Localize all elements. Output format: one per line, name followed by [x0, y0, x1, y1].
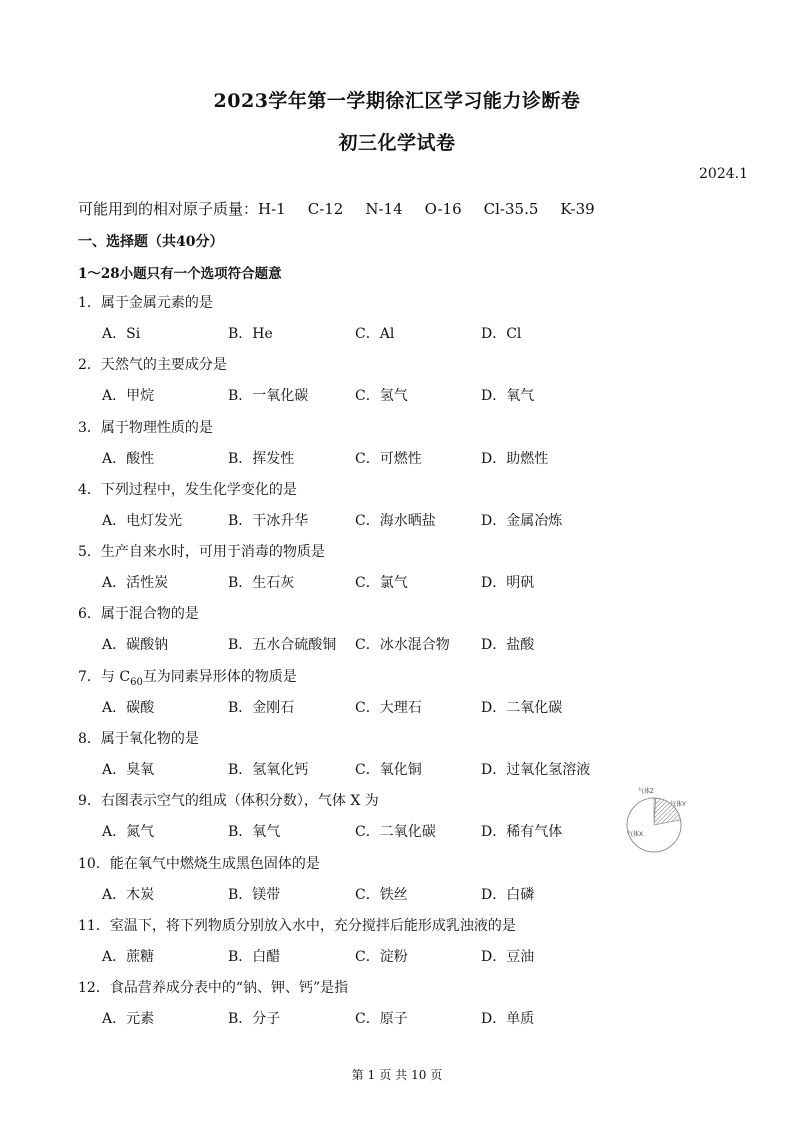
question-1	[78, 292, 758, 354]
option-b: B．镁带	[228, 886, 281, 903]
option-a: A．臭氧	[102, 762, 155, 779]
exam-date: 2024.1	[699, 166, 748, 182]
option-b: B．一氧化碳	[228, 388, 309, 405]
option-c: C．铁丝	[355, 886, 408, 903]
option-a: A．Si	[102, 326, 141, 342]
option-d: D．氧气	[481, 388, 535, 405]
option-b: B．金刚石	[228, 699, 295, 716]
option-a: A．碳酸	[102, 699, 155, 716]
atomic-mass-item: H-1	[258, 200, 286, 218]
option-b: B．五水合硫酸铜	[228, 637, 337, 654]
question-10	[78, 853, 758, 915]
question-stem: 1．属于金属元素的是	[78, 295, 213, 311]
subsection-heading: 1～28小题只有一个选项符合题意	[78, 266, 282, 282]
option-d: D．金属冶炼	[481, 512, 563, 529]
option-a: A．碳酸钠	[102, 637, 169, 654]
footer-text: 第	[351, 1068, 364, 1082]
stem-text: 互为同素异形体的物质是	[142, 668, 297, 685]
question-stem: 9．右图表示空气的组成（体积分数），气体 X 为	[78, 793, 379, 810]
question-8	[78, 728, 758, 790]
question-11	[78, 915, 758, 977]
option-b: B．He	[228, 326, 273, 342]
option-d: D．过氧化氢溶液	[481, 762, 591, 779]
option-d: D．二氧化碳	[481, 699, 563, 716]
atomic-mass-label: 可能用到的相对原子质量：	[78, 200, 259, 218]
pie-label-x: 气体X	[627, 832, 644, 838]
question-stem: 3．属于物理性质的是	[78, 419, 213, 436]
option-d: D．助燃性	[481, 450, 549, 467]
air-composition-pie-chart	[618, 786, 690, 856]
option-b: B．干冰升华	[228, 512, 309, 529]
page-title: 2023学年第一学期徐汇区学习能力诊断卷	[213, 90, 581, 112]
option-b: B．氧气	[228, 824, 281, 841]
subscript-60: 60	[130, 676, 143, 688]
option-a: A．氮气	[102, 824, 155, 841]
question-list	[78, 292, 758, 1040]
option-d: D．豆油	[481, 948, 535, 965]
question-5	[78, 541, 758, 603]
question-7	[78, 666, 758, 728]
option-a: A．酸性	[102, 450, 155, 467]
question-stem: 4．下列过程中，发生化学变化的是	[78, 481, 297, 498]
option-a: A．甲烷	[102, 388, 155, 405]
question-6	[78, 603, 758, 665]
question-3	[78, 417, 758, 479]
option-c: C．海水晒盐	[355, 512, 436, 529]
option-d: D．稀有气体	[481, 824, 563, 841]
pie-label-z: 气体Z	[638, 789, 654, 795]
footer-text: 页 共	[379, 1068, 408, 1082]
atomic-mass-line	[78, 198, 595, 219]
question-stem	[78, 666, 297, 688]
question-stem: 12．食品营养成分表中的“钠、钾、钙”是指	[78, 980, 349, 997]
question-stem: 5．生产自来水时，可用于消毒的物质是	[78, 544, 325, 561]
option-a: A．元素	[102, 1011, 155, 1028]
option-b: B．挥发性	[228, 450, 295, 467]
option-c: C．Al	[355, 326, 395, 342]
atomic-mass-item: O-16	[424, 200, 462, 218]
pie-label-y: 气体Y	[670, 802, 687, 808]
atomic-mass-item: K-39	[560, 200, 595, 218]
option-a: A．蔗糖	[102, 948, 155, 965]
question-stem: 2．天然气的主要成分是	[78, 357, 227, 374]
question-2	[78, 354, 758, 416]
option-c: C．可燃性	[355, 450, 422, 467]
question-4	[78, 479, 758, 541]
question-12	[78, 977, 758, 1039]
option-c: C．二氧化碳	[355, 824, 436, 841]
option-a: A．电灯发光	[102, 512, 183, 529]
page-number: 1	[367, 1068, 376, 1082]
option-b: B．氢氧化钙	[228, 762, 309, 779]
atomic-mass-item: C-12	[307, 200, 344, 218]
option-c: C．氯气	[355, 575, 408, 592]
option-c: C．氢气	[355, 388, 408, 405]
option-d: D．单质	[481, 1011, 535, 1028]
footer-text: 页	[430, 1068, 443, 1082]
atomic-mass-item: Cl-35.5	[483, 200, 539, 218]
option-b: B．白醋	[228, 948, 281, 965]
option-c: C．大理石	[355, 699, 422, 716]
section-heading: 一、选择题（共40分）	[78, 234, 224, 250]
option-d: D．盐酸	[481, 637, 535, 654]
option-d: D．明矾	[481, 575, 535, 592]
question-stem: 8．属于氧化物的是	[78, 731, 199, 748]
page-footer	[0, 1066, 794, 1083]
option-b: B．生石灰	[228, 575, 295, 592]
total-pages: 10	[411, 1068, 427, 1082]
option-c: C．原子	[355, 1011, 408, 1028]
page-subtitle: 初三化学试卷	[338, 132, 456, 154]
option-c: C．淀粉	[355, 948, 408, 965]
option-d: D．Cl	[481, 326, 522, 342]
stem-text: 7．与 C	[78, 668, 131, 685]
option-b: B．分子	[228, 1011, 281, 1028]
question-stem: 6．属于混合物的是	[78, 606, 199, 623]
question-stem: 10．能在氧气中燃烧生成黑色固体的是	[78, 855, 320, 872]
atomic-mass-item: N-14	[365, 200, 403, 218]
question-stem: 11．室温下，将下列物质分别放入水中，充分搅拌后能形成乳浊液的是	[78, 917, 516, 934]
option-a: A．木炭	[102, 886, 155, 903]
option-c: C．冰水混合物	[355, 637, 450, 654]
option-d: D．白磷	[481, 886, 535, 903]
option-c: C．氧化铜	[355, 762, 422, 779]
option-a: A．活性炭	[102, 575, 169, 592]
